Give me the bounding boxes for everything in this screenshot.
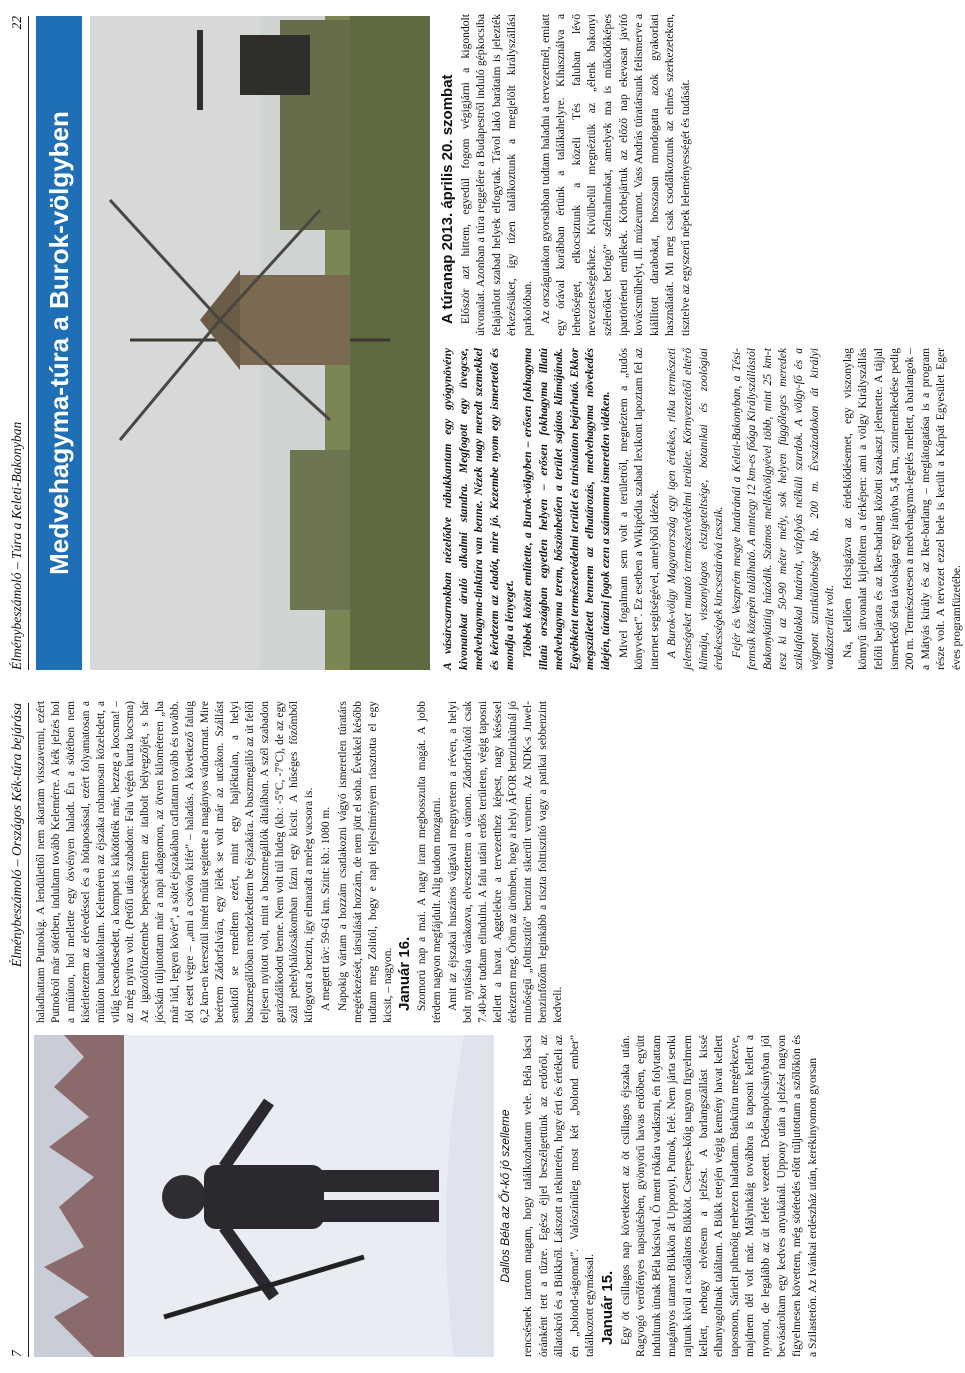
- right-column-1: [520, 1035, 952, 1357]
- right-page-header: [6, 703, 29, 1357]
- photo-caption: Dallos Béla az Őr-kő jó szelleme: [498, 1109, 512, 1283]
- right-page-number: 7: [9, 1350, 24, 1357]
- body-paragraph: Na, kellően felcsigázva az érdeklődésemet, egy viszonylag könnyű útvonalat kijelöltem a térképen: ami a völgy Királyszállás felőli bejárata és az Iker-barlang közötti szakaszt jelentette. A tájjal ismerkedő séta távolsága egy irányba 5,4 km, szintemelkedése pedig 200 m. Természetesen a medvehagyma-legelés mellett, a barlangok – a Mátyás király és az Iker-barlang – meglátogatása is a program része volt. A tervezet ezzel bele is került a Kárpát Egyesület Eger éves programfüzetébe.: [840, 348, 963, 670]
- left-page-header: [6, 16, 29, 670]
- windmill-photo: [90, 16, 430, 670]
- body-paragraph: Mivel fogalmam sem volt a területről, megnéztem a „tudós könyveket”. Ez esetben a Wikipédia szabad lexikont lapoztam fel az internet segítségével, amelyből idézek.: [616, 348, 661, 670]
- tour-date-heading: A túranap 2013. április 20. szombat: [439, 74, 456, 324]
- intro-italic-2: Többek között említette, a Burok-völgyben – erősen fokhagyma illatú országban egyetlen helyen – erősen fokhagyma illatú medvehagyma terem, bőszönbetően a terület sajátos klímájának. Egyébként természetvédelmi terület és turistaúton bejárható. Ekkor megszületett bennem az elhatározás, medvehagyma növekedés idején, túrázni fogok ezen a számomra ismeretlen vidéken.: [520, 348, 612, 670]
- body-paragraph: Először azt hittem, egyedül fogom végigjárni a kigondolt útvonalat. Azonban a túra reggelére a Budapestről induló gépkocsiba felajánlott szabad helyek elfogytak. Távol lakó barátaim is jelezték érkezésüket, így tízen találkoztunk a megjelölt királyszállási parkolóban.: [458, 14, 534, 336]
- body-paragraph: rencsésnek tartom magam, hogy találkozhattam vele. Béla bácsi óránként tett a tűzre. Egész éjjel beszélgettünk az erdőről, az állatokról és a Bükkről. Látszott a tekintetén, hogy érti és értékeli az én „bolond-ságomat”. Valószínűleg most két „bolond ember” találkozott egymással.: [521, 1035, 597, 1357]
- body-paragraph: haladhattam Putnokig. A lendülettől nem akartam visszavenni, ezért Putnokról már sötétben, indultam tovább Kelemérre. A kék jelzés hol a műúton, hol mellette egy ösvényen haladt. Én a sötétben nem kísérleteztem az elévedéssel és a hótaposással, ezért folyamatosan a műúton bandukoltam. Keleméren az éjszaka rohamosan közeledett, a világ lecsendesedett, a kompot is kikötötték már, bezzeg a kocsma! – az még nyitva volt. (Petőfi után szabadon: Falu végén kurta kocsma) Az igazolófüzetembe bepecsételtem az italbolt bélyegzőjét, s bár jócskán túljutottam már a napi adagomon, az ötven kilométeren „ha már lúd, legyen kövér”, a sötét éjszakában caflattam tovább és tovább. Jól esett végre – „ami a csövön kifér” – haladás. A következő faluig 6,2 km-en keresztül ismét műút segítette a magányos vándormat. Mire beértem Zádorfalvára, egy lélek se volt már az utcákon. Szállást senkitől se reméltem ezért, mint egy hajléktalan, a helyi buszmegállóban rendezkedtem be éjszakára. A buszmegálló az út felől teljesen nyitott volt, mint a buszmegállók általában. A szél szabadon garázdálkodott benne. Nem volt túl hideg (kb.: -5°C, -7°C), de az egy szál pehelyhálózsákomban fázni egy kicsit. A hűséges főzőmből kifogyott a benzin, így elmaradt a meleg vacsora is.: [35, 701, 316, 1023]
- date-heading-jan16: Január 16.: [395, 936, 413, 1011]
- left-column-1: [440, 348, 963, 670]
- snow-figure-illustration: [34, 1035, 494, 1357]
- right-header-title: Élménybeszámoló – Országos Kék-túra bejárása: [9, 703, 24, 967]
- body-paragraph: Egy öt csillagos nap következett az öt csillagos éjszaka után. Ragyogó verőfényes napsütésben, gyönyörű havas erdőben, együtt indultunk útnak Béla bácsival. Ő ment rókára vadászni, én folytattam magányos utamat Bükkön át Upponyi, Putnok, felé. Nem járta senki rajtunk kívül a csodálatos Bükköt. Cserepes-kőig nagyon figyelmem kellett, nehogy elvétsem a jelzést. A barlangszállást kissé elhanyagoltnak találtam. A Bükk tetején végig kemény havat kellett taposnom, Sárielt pihenőig nehezen haladtam. Bánkútra megérkezve, majdnem dél volt már. Mályinkáig továbbra is taposni kellett a nyomot, de legalább az út lefelé vezetett. Dédestapolcsányban jól bevásároltam egy kedves anyukánál. Uppony után a jelzést nagyon figyelmesen követtem, még sötétedés előtt túljutottam a szőlőkön és a Szilastetőn. Az Ivánkai erdészház után, kerékinyomon gyorsan: [618, 1035, 819, 1357]
- body-paragraph: Amit az éjszakai huszáros vágtával megnyertem a réven, a helyi bolt nyitására várakozva, elvesztettem a vámon. Zádorfalvától csak 7.40-kor tudtam elindulni. A falu utáni erdős területen, végig taposni kellett a havat. Aggtelekre a tervezetthez képest, nagy késéssel érkeztem meg. Öröm az ürömben, hogy a helyi ÁFOR benzinkútnál jó minőségű „folttisztító” benzint sikerült vennem. Az NDK-s Juwel-benzinfőzőm leginkább a tiszta folttisztító vagy a patikai sebbenzint kedveli.: [447, 701, 564, 1023]
- date-heading-jan15: Január 15.: [598, 1270, 616, 1345]
- left-column-2: [440, 14, 952, 336]
- body-paragraph: Szomorú nap a mai. A nagy iram megbosszulta magát. A jobb térdem nagyon megfájdult. Alig tudom mozgatni.: [415, 701, 443, 1023]
- body-paragraph: Napokig vártam a hozzám csatlakozni vágyó ismeretlen túratárs megérkezését, társulását hozzám, de nem jött el soha. Évekkel később tudtam meg Zolitól, hogy e napi teljesítményem riasztotta el egy kicsit, – nagyon.: [337, 701, 394, 1023]
- intro-italic-1: A vásárcsarnokban nézelődve rábukkantam egy gyógynövény kivonatokat áruló alkalmi standra. Megfogott egy üvegcse, medvehagyma-tinktúra van benne. Nézek nagy meredt szemekkel és kérdezem az eladót, mire jó. Kezembe nyom egy ismertetőt és mondja a lényeget.: [441, 348, 517, 670]
- wiki-quote-1: A Burok-völgy Magyarország egy igen érdekes, ritka természeti jelenségeket mutató természetvédelmi területe. Környezetétől eltérő klímája, viszonylagos elszigeteltsége, botanikai és zoológiai érdekességek kincsestárává tesszik.: [665, 348, 726, 670]
- snow-portrait-photo: [34, 1035, 494, 1357]
- windmill-illustration: [90, 16, 430, 670]
- left-header-title: Élménybeszámoló – Túra a Keleti-Bakonyban: [9, 421, 24, 670]
- distance-summary: A megtett táv: 59-61 km. Szint: kb.: 1080 m.: [320, 806, 333, 1011]
- left-page-number: 22: [9, 16, 24, 30]
- wiki-quote-2: Fejér és Veszprém megye határánál a Keleti-Bakonyban, a Tési-fennsík közepén található. A mintegy 12 km-es főága Királyszállástól Bakonykútiig húzódik. Számos mellékvölgyével több, mint 25 km-t tesz ki az 50-90 méter mély, sok helyen függőleges meredek sziklafalakkal határolt, vízfolyás nélküli szurdok. A völgy-fő és a végpont szintkülönbsége kb. 200 m. Évszázadokon át királyi vadászterület volt.: [729, 348, 837, 670]
- body-paragraph: Az országutakon gyorsabban tudtam haladni a tervezettnél, emiatt egy órával korábban értünk a találkahelyre. Kihasználva a lehetőséget, elkocsiztunk a közeli Tés faluban lévő nevezetességekhez. Kivülbelül megnéztük az „élenk bakonyi szélerőket befogó” szélmalmokat, amelyek ma is működőképes ipartörténeti emlékek. Körbejártuk az előző nap ekevasat javító kovácsműhelyt, ill. múzeumot. Vass András túratársunk felismerve a kiállított darabokat, hosszasan mondogatta azok gyakorlati használatát. Mi meg csak csodálkoztunk az elmés szerkezeteken, tisztelve az egyszerű népek leleményességét és tudását.: [538, 14, 692, 336]
- right-page: [0, 687, 960, 1373]
- article-title-banner: Medvehagyma-túra a Burok-völgyben: [36, 16, 82, 670]
- right-column-2: [34, 701, 952, 1023]
- left-page: [0, 0, 963, 686]
